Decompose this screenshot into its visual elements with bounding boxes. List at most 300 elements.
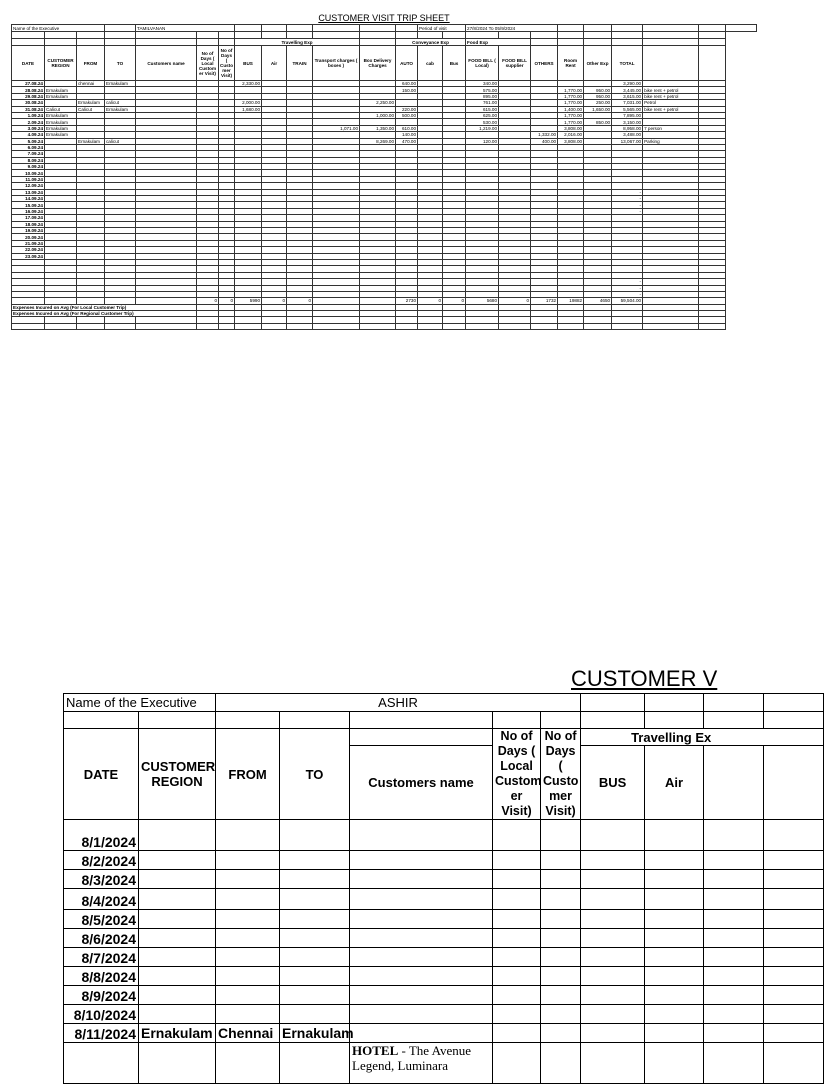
date-cell: 27.08.24	[12, 81, 45, 87]
table-row	[64, 986, 824, 1005]
trip-sheet-table	[11, 24, 757, 330]
avg-expense-label: Expenses Incured on Avg (For Regional Customer Trip)	[12, 311, 197, 317]
table-cell	[541, 1024, 581, 1043]
table-cell	[396, 323, 418, 329]
col-header: Customers name	[136, 46, 197, 81]
table-cell	[764, 820, 824, 851]
table-cell	[645, 986, 704, 1005]
table-cell	[216, 986, 280, 1005]
table-cell	[541, 929, 581, 948]
col-header: No of Days ( Custo mer Visit)	[219, 46, 235, 81]
col-header: DATE	[12, 46, 45, 81]
table-cell	[350, 1005, 493, 1024]
col-header: Bus	[443, 46, 466, 81]
table-cell	[541, 820, 581, 851]
exec-label-large: Name of the Executive	[64, 694, 216, 712]
table-cell	[350, 1024, 493, 1043]
table-row	[64, 1043, 824, 1084]
table-cell	[493, 929, 541, 948]
table-cell: 2730	[396, 298, 418, 304]
table-cell: 3,290.00	[612, 81, 643, 87]
date-cell: 12.09.24	[12, 183, 45, 189]
table-cell: bike rent + petrol	[643, 106, 699, 112]
table-cell: 575.00	[466, 87, 499, 93]
table-cell: Ernakulam	[105, 81, 136, 87]
table-cell	[216, 929, 280, 948]
trip-sheet-large	[63, 666, 768, 1073]
col-header: No of Days ( Local Custom er Visit)	[197, 46, 219, 81]
route-from: Chennai	[216, 1024, 280, 1043]
table-cell	[493, 948, 541, 967]
table-cell: 7 person	[643, 125, 699, 131]
table-cell	[216, 870, 280, 889]
table-cell	[139, 851, 216, 870]
date-cell: 8/2/2024	[64, 851, 139, 870]
table-cell	[493, 1024, 541, 1043]
table-cell: 2,330.00	[235, 81, 262, 87]
table-cell	[350, 870, 493, 889]
table-cell	[443, 323, 466, 329]
date-cell: 8/5/2024	[64, 910, 139, 929]
table-cell	[350, 820, 493, 851]
table-cell: Ernakulam	[77, 138, 105, 144]
table-cell	[581, 986, 645, 1005]
table-cell	[645, 870, 704, 889]
table-cell	[197, 323, 219, 329]
trip-sheet-large-table	[63, 693, 824, 1084]
table-cell	[350, 929, 493, 948]
table-cell: 3,150.00	[612, 119, 643, 125]
table-cell	[645, 1043, 704, 1084]
table-cell: 500.00	[396, 112, 418, 118]
table-cell	[418, 323, 443, 329]
col-header: CUSTOMER REGION	[45, 46, 77, 81]
date-cell: 11.09.24	[12, 176, 45, 182]
exec-name: TAMILVANAN	[136, 25, 235, 32]
table-cell	[216, 1005, 280, 1024]
date-cell: 1.09.24	[12, 112, 45, 118]
date-cell: 8/10/2024	[64, 1005, 139, 1024]
table-cell	[350, 986, 493, 1005]
table-cell	[280, 910, 350, 929]
col-date: DATE	[64, 729, 139, 820]
table-cell: -	[612, 189, 643, 195]
table-cell: 3,445.00	[612, 87, 643, 93]
table-cell	[262, 323, 287, 329]
table-cell	[350, 851, 493, 870]
table-cell	[764, 948, 824, 967]
table-row	[64, 967, 824, 986]
table-cell	[493, 910, 541, 929]
table-cell	[77, 323, 105, 329]
table-row	[64, 820, 824, 851]
table-cell	[581, 820, 645, 851]
table-cell	[216, 948, 280, 967]
date-cell	[12, 323, 45, 329]
date-cell: 31.08.24	[12, 106, 45, 112]
table-cell: chennai	[77, 81, 105, 87]
table-cell: 895.00	[466, 93, 499, 99]
table-cell	[139, 870, 216, 889]
table-cell	[139, 820, 216, 851]
date-cell: 22.09.24	[12, 247, 45, 253]
date-cell: 4.09.24	[12, 132, 45, 138]
table-cell: -	[612, 202, 643, 208]
table-cell: Calicut	[77, 106, 105, 112]
table-cell	[139, 929, 216, 948]
table-cell: 3,808.00	[558, 138, 584, 144]
col-header: OTHERS	[531, 46, 558, 81]
table-cell: 2,250.00	[360, 100, 396, 106]
date-cell: 6.09.24	[12, 144, 45, 150]
table-cell: 1,332.00	[531, 132, 558, 138]
table-cell	[541, 910, 581, 929]
table-row	[64, 889, 824, 910]
table-cell: 530.00	[466, 119, 499, 125]
table-cell	[645, 820, 704, 851]
table-cell	[645, 967, 704, 986]
table-cell	[139, 1043, 216, 1084]
table-cell: 3,615.00	[612, 93, 643, 99]
table-cell	[704, 929, 764, 948]
table-cell: 8,269.00	[360, 138, 396, 144]
table-cell: 615.00	[466, 106, 499, 112]
hotel-label: HOTEL	[352, 1043, 399, 1058]
table-cell: -	[612, 208, 643, 214]
table-cell: 220.00	[396, 106, 418, 112]
table-cell: 0	[287, 298, 313, 304]
table-cell: 610.00	[396, 125, 418, 131]
table-cell: Ernakulam	[45, 119, 77, 125]
table-cell: Calicut	[45, 106, 77, 112]
date-cell: 23.09.24	[12, 253, 45, 259]
table-cell	[541, 889, 581, 910]
table-cell	[235, 323, 262, 329]
date-cell: 2.09.24	[12, 119, 45, 125]
table-cell: 120.00	[466, 138, 499, 144]
table-cell	[105, 323, 136, 329]
table-cell: 1,770.00	[558, 112, 584, 118]
exec-name-large: ASHIR	[216, 694, 581, 712]
date-cell: 17.09.24	[12, 215, 45, 221]
table-cell: 1,219.00	[466, 125, 499, 131]
table-cell: 1,770.00	[558, 119, 584, 125]
table-cell	[764, 929, 824, 948]
table-cell: 761.00	[466, 100, 499, 106]
group-travelling-exp: Travelling Exp	[235, 39, 360, 46]
table-cell	[581, 870, 645, 889]
table-cell	[493, 1005, 541, 1024]
table-cell	[541, 870, 581, 889]
date-cell: 18.09.24	[12, 221, 45, 227]
table-cell: 1,770.00	[558, 93, 584, 99]
table-cell: 19882	[558, 298, 584, 304]
table-cell: 5,565.00	[612, 106, 643, 112]
date-cell: 8/1/2024	[64, 820, 139, 851]
table-cell: bike rent + petrol	[643, 87, 699, 93]
table-cell	[350, 889, 493, 910]
date-cell: 8.09.24	[12, 157, 45, 163]
table-cell	[139, 967, 216, 986]
table-cell	[350, 948, 493, 967]
table-cell: 400.00	[531, 138, 558, 144]
table-cell: 13,067.00	[612, 138, 643, 144]
table-cell	[219, 323, 235, 329]
table-cell: 150.00	[396, 87, 418, 93]
col-header: FOOD BILL supplier	[499, 46, 531, 81]
date-cell: 28.08.24	[12, 87, 45, 93]
exec-label: Name of the Executive	[12, 25, 105, 32]
table-cell	[216, 967, 280, 986]
col-header: FROM	[77, 46, 105, 81]
table-cell	[493, 851, 541, 870]
table-cell	[704, 1005, 764, 1024]
table-cell	[280, 1005, 350, 1024]
col-header: cab	[418, 46, 443, 81]
table-cell	[558, 323, 584, 329]
table-row	[12, 323, 757, 329]
table-cell	[704, 948, 764, 967]
table-cell	[764, 870, 824, 889]
table-cell	[704, 1043, 764, 1084]
table-cell: 3,488.00	[612, 132, 643, 138]
table-cell	[704, 986, 764, 1005]
table-cell: 0	[197, 298, 219, 304]
col-header: TRAIN	[287, 46, 313, 81]
table-cell	[466, 323, 499, 329]
col-header: AUTO	[396, 46, 418, 81]
table-cell: 950.00	[584, 87, 612, 93]
table-cell: 1,770.00	[558, 100, 584, 106]
col-header	[643, 46, 699, 81]
table-cell: 7,895.00	[612, 112, 643, 118]
date-cell: 8/7/2024	[64, 948, 139, 967]
date-cell: 8/9/2024	[64, 986, 139, 1005]
table-cell	[645, 910, 704, 929]
col-header: TOTAL	[612, 46, 643, 81]
sheet-title: CUSTOMER VISIT TRIP SHEET	[318, 13, 450, 23]
table-cell: 850.00	[584, 119, 612, 125]
col-customers-name: Customers name	[350, 746, 493, 820]
table-cell: 59,504.00	[612, 298, 643, 304]
date-cell: 14.09.24	[12, 196, 45, 202]
date-cell: 10.09.24	[12, 170, 45, 176]
date-cell: 8/11/2024	[64, 1024, 139, 1043]
table-cell	[139, 1005, 216, 1024]
table-cell	[280, 986, 350, 1005]
table-cell: 1,680.00	[235, 106, 262, 112]
table-cell: 1,650.00	[584, 106, 612, 112]
table-cell	[764, 851, 824, 870]
table-cell: 1,400.00	[558, 106, 584, 112]
table-cell	[216, 820, 280, 851]
col-bus: BUS	[581, 746, 645, 820]
table-row	[64, 870, 824, 889]
date-cell: 8/4/2024	[64, 889, 139, 910]
table-cell: -	[612, 279, 643, 285]
table-cell: 2,016.00	[558, 132, 584, 138]
table-cell	[493, 1043, 541, 1084]
col-days-customer: No of Days ( Custo mer Visit)	[541, 729, 581, 820]
table-cell: Ernakulam	[45, 93, 77, 99]
table-cell	[704, 910, 764, 929]
table-cell: 640.00	[396, 81, 418, 87]
col-header: BUS	[235, 46, 262, 81]
table-cell: 5680	[466, 298, 499, 304]
table-cell	[581, 1005, 645, 1024]
table-cell	[643, 323, 699, 329]
table-cell: 1732	[531, 298, 558, 304]
table-cell: Ernakulam	[45, 112, 77, 118]
table-cell	[280, 967, 350, 986]
table-cell	[645, 1024, 704, 1043]
table-cell	[531, 323, 558, 329]
table-row	[64, 1005, 824, 1024]
table-cell	[64, 1043, 139, 1084]
col-header: Air	[262, 46, 287, 81]
table-cell	[493, 967, 541, 986]
group-travelling-exp-large: Travelling Ex	[581, 729, 824, 746]
table-cell	[581, 1043, 645, 1084]
table-cell: -	[612, 196, 643, 202]
col-header: Box Delivery Charges	[360, 46, 396, 81]
table-cell	[216, 1043, 280, 1084]
date-cell: 8/3/2024	[64, 870, 139, 889]
period-label: Period of visit	[418, 25, 466, 32]
table-cell: calicut	[105, 100, 136, 106]
col-header: FOOD BILL ( Local)	[466, 46, 499, 81]
table-cell: 0	[418, 298, 443, 304]
table-cell	[764, 986, 824, 1005]
col-days-local: No of Days ( Local Custom er Visit)	[493, 729, 541, 820]
table-cell: 2,000.00	[235, 100, 262, 106]
group-conveyance-exp: Conveyance Exp	[396, 39, 466, 46]
table-cell: Petrol	[643, 100, 699, 106]
table-cell	[581, 910, 645, 929]
trip-sheet-small	[11, 12, 757, 330]
table-cell: Ernakulam	[45, 125, 77, 131]
table-cell	[645, 1005, 704, 1024]
table-cell	[499, 323, 531, 329]
table-cell	[139, 986, 216, 1005]
date-cell: 20.09.24	[12, 234, 45, 240]
table-cell	[313, 323, 360, 329]
date-cell: 8/6/2024	[64, 929, 139, 948]
table-cell	[704, 870, 764, 889]
table-cell	[280, 1043, 350, 1084]
route-region: Ernakulam	[139, 1024, 216, 1043]
period-value: 27/8/2024 To 05/9/2024	[466, 25, 558, 32]
table-row	[64, 948, 824, 967]
col-air: Air	[645, 746, 704, 820]
sheet-title-large: CUSTOMER V	[571, 666, 718, 691]
table-cell	[280, 889, 350, 910]
table-cell	[493, 820, 541, 851]
table-row	[64, 1024, 824, 1043]
table-cell	[280, 929, 350, 948]
table-cell	[704, 820, 764, 851]
date-cell: 13.09.24	[12, 189, 45, 195]
table-cell	[541, 1005, 581, 1024]
table-cell: bike rent + petrol	[643, 93, 699, 99]
table-cell	[584, 323, 612, 329]
date-cell: 21.09.24	[12, 240, 45, 246]
table-cell	[139, 948, 216, 967]
table-cell	[581, 889, 645, 910]
table-row	[64, 910, 824, 929]
table-cell	[541, 948, 581, 967]
table-cell: 5990	[235, 298, 262, 304]
table-cell: 250.00	[584, 100, 612, 106]
date-cell: 29.08.24	[12, 93, 45, 99]
table-cell: 1,000.00	[360, 112, 396, 118]
table-cell	[541, 1043, 581, 1084]
table-cell	[581, 929, 645, 948]
table-cell	[541, 851, 581, 870]
table-cell: 0	[499, 298, 531, 304]
table-cell	[280, 948, 350, 967]
table-cell	[764, 967, 824, 986]
table-cell: 1,770.00	[558, 87, 584, 93]
table-cell	[699, 323, 726, 329]
col-customer-region: CUSTOMER REGION	[139, 729, 216, 820]
table-cell	[45, 323, 77, 329]
table-cell	[350, 967, 493, 986]
avg-expense-label: Expenses Incured on Avg (For Local Customer Trip)	[12, 304, 197, 310]
table-cell: Ernakulam	[77, 100, 105, 106]
col-header: Room Rent	[558, 46, 584, 81]
table-cell: Ernakulam	[105, 106, 136, 112]
table-cell	[280, 870, 350, 889]
date-cell: 8/8/2024	[64, 967, 139, 986]
table-cell: 8,958.00	[612, 125, 643, 131]
table-cell	[704, 1024, 764, 1043]
table-cell: 625.00	[466, 112, 499, 118]
route-to: Ernakulam	[280, 1024, 350, 1043]
table-cell: 1,350.00	[360, 125, 396, 131]
table-cell	[541, 986, 581, 1005]
table-cell: 0	[219, 298, 235, 304]
table-cell: 340.00	[466, 81, 499, 87]
table-cell: 1,071.00	[313, 125, 360, 131]
col-from: FROM	[216, 729, 280, 820]
table-cell	[764, 1024, 824, 1043]
hotel-note	[350, 1043, 493, 1084]
table-cell: 140.00	[396, 132, 418, 138]
table-cell	[764, 889, 824, 910]
col-header: Other Exp	[584, 46, 612, 81]
table-cell	[139, 889, 216, 910]
table-cell	[581, 967, 645, 986]
group-food-exp: Food Exp	[466, 39, 531, 46]
table-cell	[645, 948, 704, 967]
table-row	[64, 929, 824, 948]
table-cell	[287, 323, 313, 329]
table-cell	[612, 323, 643, 329]
date-cell: 19.09.24	[12, 227, 45, 233]
table-cell: -	[612, 291, 643, 297]
table-cell	[541, 967, 581, 986]
table-cell	[493, 870, 541, 889]
table-cell	[764, 910, 824, 929]
table-cell	[350, 910, 493, 929]
table-cell: 7,031.00	[612, 100, 643, 106]
date-cell: 9.09.24	[12, 164, 45, 170]
table-cell	[216, 910, 280, 929]
table-cell: 950.00	[584, 93, 612, 99]
table-cell	[764, 1043, 824, 1084]
table-row	[64, 851, 824, 870]
